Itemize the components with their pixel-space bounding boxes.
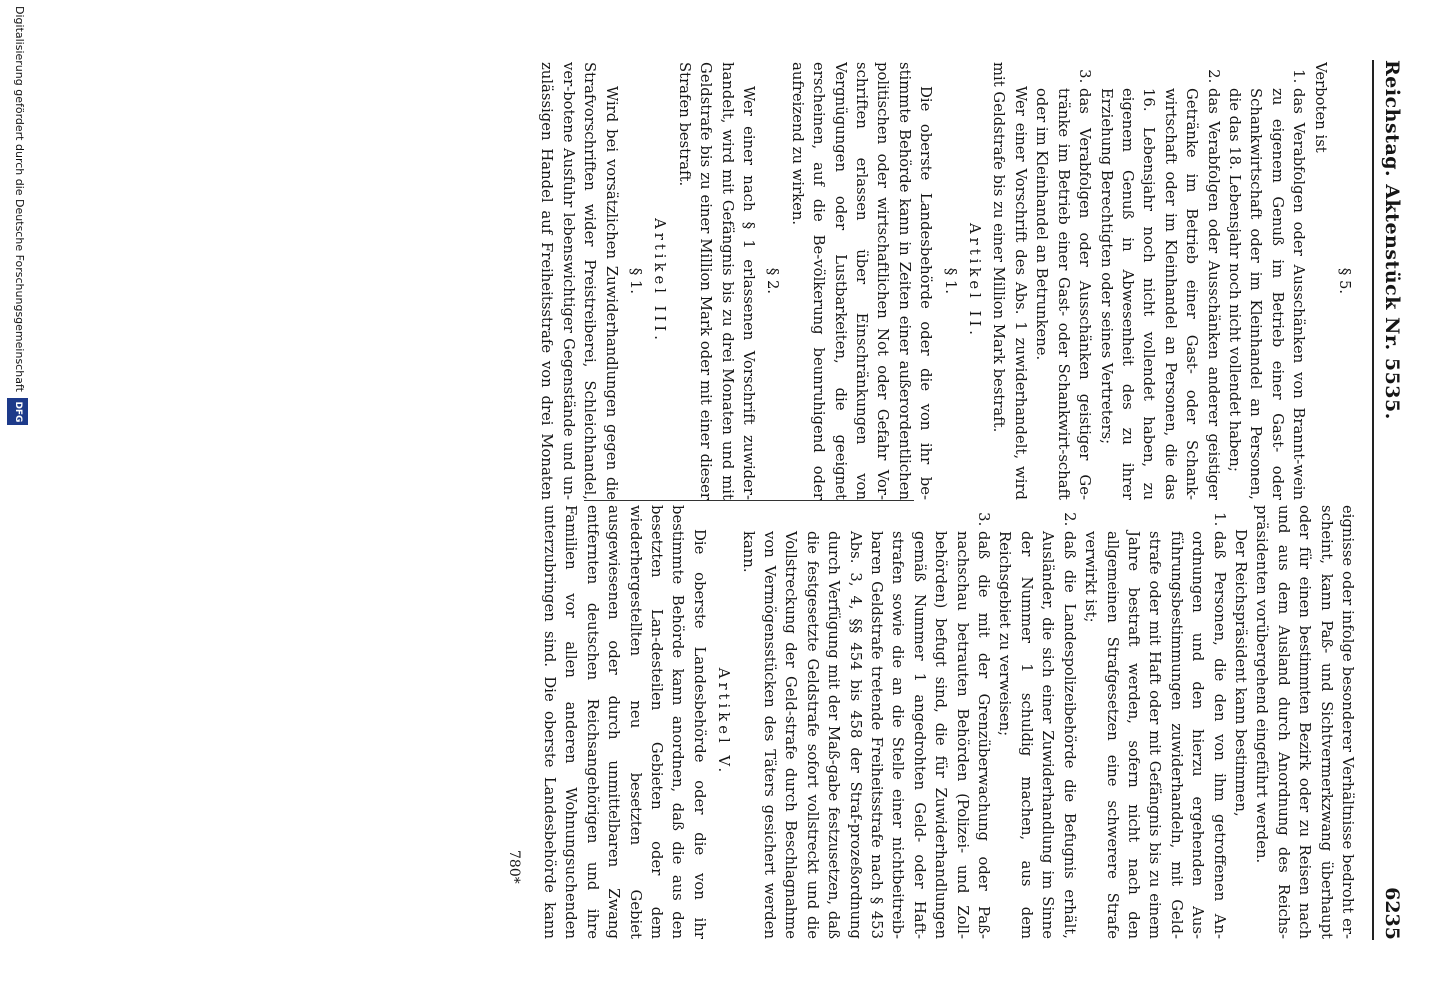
digitization-note: [7, 6, 30, 425]
list-item: 2. daß die Landespolizeibehörde die Befugnis erhält, Ausländer, die sich einer Zuwiderhandlung im Sinne der Nummer 1 schuldig machen, aus dem Reichsgebiet zu verweisen;: [994, 531, 1080, 939]
list-item: 3. daß die mit der Grenzüberwachung oder Paß-nachschau betrauten Behörden (Polizei- und Zoll-behörden) befugt sind, die für Zuwiderhandlungen gemäß Nummer 1 angedrohten Geld- oder Haft-strafen sowie die an die Stelle einer nichtbeitreib-baren Geldstrafe tretende Freiheitsstrafe nach § 453 Abs. 3, 4, §§ 454 bis 458 der Straf-prozeßordnung durch Verfügung mit der Maß-gabe festzusetzen, daß die festgesetzte Geldstrafe sofort vollstreckt und die Vollstreckung der Geld-strafe durch Beschlagnahme von Vermögensstücken des Täters gesichert werden kann.: [737, 531, 994, 939]
reichspraesident-list: [737, 505, 1229, 939]
reichspraesident-intro: Der Reichspräsident kann bestimmen,: [1231, 529, 1249, 817]
left-column: [538, 62, 1358, 500]
digitization-text: Digitalisierung gefördert durch die Deutsche Forschungsgemeinschaft: [13, 6, 26, 392]
list-item: 1. das Verabfolgen oder Ausschänken von Brannt-wein zu eigenem Genuß im Betrieb einer Gast- oder Schankwirtschaft oder im Kleinhandel an Personen, die das 18. Lebensjahr noch nicht vollendet haben;: [1224, 88, 1310, 500]
article-3-heading: Artikel III.: [651, 218, 669, 344]
article-4-continuation: eignisse oder infolge besonderer Verhältnisse bedroht er-scheint, kann Paß- und Sichtvermerkzwang überhaupt oder für einen bestimmten Bezirk oder zu Reisen nach und aus dem Ausland durch Anordnung des Reichs-präsidenten vorübergehend eingeführt werden.: [1253, 505, 1356, 939]
section-5-list: [1031, 62, 1309, 500]
column-divider: [584, 500, 914, 501]
article-2-section-2-text: Wer einer nach § 1 erlassenen Vorschrift zuwider-handelt, wird mit Gefängnis bis zu drei Monaten und mit Geldstrafe bis zu einer Million Mark oder mit einer dieser Strafen bestraft.: [675, 62, 758, 500]
article-2-heading: Artikel II.: [966, 223, 984, 339]
page-header: [1372, 60, 1406, 940]
header-rule: [1372, 60, 1374, 940]
article-2-section-2-heading: § 2.: [764, 267, 782, 295]
article-2-section-1-text: Die oberste Landesbehörde oder die von ihr be-stimmte Behörde kann in Zeiten einer außerordentlichen politischen oder wirtschaftlichen Not oder Gefahr Vor-schriften erlassen über Einschränkungen von Vergnügungen oder Lustbarkeiten, die geeignet erscheinen, auf die Be-völkerung beunruhigend oder aufreizend zu wirken.: [788, 62, 935, 500]
article-5-text: Die oberste Landesbehörde oder die von ihr bestimmte Behörde kann anordnen, daß die aus den besetzten Lan-desteilen Gebieten oder dem wiederhergestellten neu besetzten Gebiet ausgewiesenen oder durch unmittelbaren Zwang entfernten deutschen Reichsangehörigen und ihre Familien vor allen anderen Wohnungsuchenden unterzubringen sind. Die oberste Landesbehörde kann: [540, 505, 708, 939]
list-item: 2. das Verabfolgen oder Ausschänken anderer geistiger Getränke im Betrieb einer Gast- oder Schank-wirtschaft oder im Kleinhandel an Personen, die das 16. Lebensjahr noch nicht vollendet haben, zu eigenem Genuß in Abwesenheit des zu ihrer Erziehung Berechtigten oder seines Vertreters;: [1095, 88, 1223, 500]
list-item: 1. daß Personen, die den von ihm getroffenen An-ordnungen und den hierzu ergehenden Aus-führungsbestimmungen zuwiderhandeln, mit Geld-strafe oder mit Haft oder mit Gefängnis bis zu einem Jahre bestraft werden, sofern nicht nach den allgemeinen Strafgesetzen eine schwerere Strafe verwirkt ist;: [1080, 531, 1230, 939]
article-3-section-1-text: Wird bei vorsätzlichen Zuwiderhandlungen gegen die Strafvorschriften wider Preistreiberei, Schleichhandel, ver-botene Ausfuhr lebenswichtiger Gegenstände und un-zulässigen Handel auf Freiheitsstrafe von drei Monaten: [538, 62, 620, 500]
article-2-section-1-heading: § 1.: [941, 267, 959, 295]
list-item: 3. das Verabfolgen oder Ausschänken geistiger Ge-tränke im Betrieb einer Gast- oder Schankwirt-schaft oder im Kleinhandel an Betrunkene.: [1031, 88, 1095, 500]
section-5-intro: Verboten ist: [1311, 62, 1329, 153]
article-3-section-1-heading: § 1.: [627, 267, 644, 295]
dfg-logo-icon: DFG: [7, 398, 28, 425]
article-5-heading: Artikel V.: [715, 667, 733, 777]
right-column: [538, 505, 1358, 939]
header-page-number: 6235: [1381, 887, 1403, 940]
section-5-heading: § 5.: [1336, 267, 1353, 295]
section-5-penalty: Wer einer Vorschrift des Abs. 1 zuwiderhandelt, wird mit Geldstrafe bis zu einer Million Mark bestraft.: [990, 62, 1029, 500]
footer-page-number: 780*: [506, 850, 522, 884]
header-title: Reichstag. Aktenstück Nr. 5535.: [1381, 60, 1403, 420]
